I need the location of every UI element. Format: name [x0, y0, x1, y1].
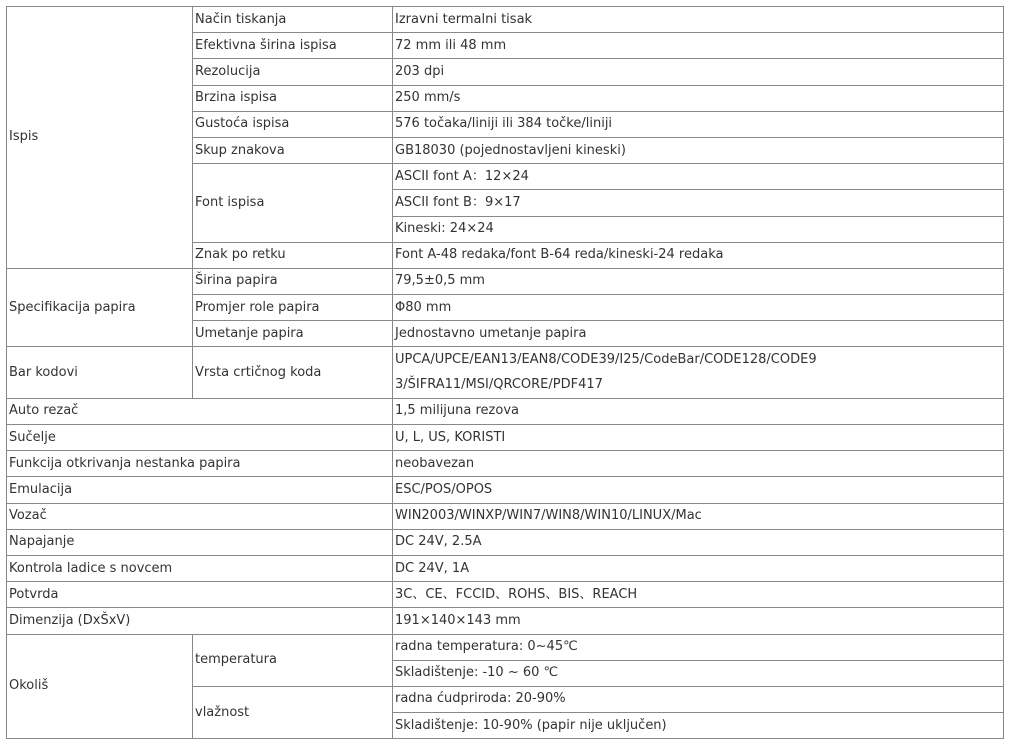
table-row	[7, 608, 1004, 634]
table-row	[7, 451, 1004, 477]
spec-key: Brzina ispisa	[193, 85, 393, 111]
table-row	[7, 398, 1004, 424]
section-label-bar: Bar kodovi	[7, 347, 193, 398]
spec-value: Skladištenje: 10-90% (papir nije uključen)	[393, 713, 1004, 739]
spec-key: Promjer role papira	[193, 295, 393, 321]
spec-key: Skup znakova	[193, 137, 393, 163]
spec-value: radna ćudpriroda: 20-90%	[393, 686, 1004, 712]
spec-key: Sučelje	[7, 425, 393, 451]
table-row	[7, 268, 1004, 294]
spec-value: Skladištenje: -10 ~ 60 ℃	[393, 660, 1004, 686]
spec-value: ESC/POS/OPOS	[393, 477, 1004, 503]
table-row	[7, 634, 1004, 660]
spec-value: 72 mm ili 48 mm	[393, 33, 1004, 59]
spec-key: Gustoća ispisa	[193, 111, 393, 137]
spec-value: WIN2003/WINXP/WIN7/WIN8/WIN10/LINUX/Mac	[393, 503, 1004, 529]
spec-value: U, L, US, KORISTI	[393, 425, 1004, 451]
spec-key: Način tiskanja	[193, 7, 393, 33]
spec-value: 203 dpi	[393, 59, 1004, 85]
table-row	[7, 347, 1004, 373]
spec-value: 576 točaka/liniji ili 384 točke/liniji	[393, 111, 1004, 137]
spec-value: neobavezan	[393, 451, 1004, 477]
spec-value: Jednostavno umetanje papira	[393, 321, 1004, 347]
spec-value: ASCII font A：12×24	[393, 164, 1004, 190]
section-label-papir: Specifikacija papira	[7, 268, 193, 347]
spec-value: 1,5 milijuna rezova	[393, 398, 1004, 424]
spec-key: Umetanje papira	[193, 321, 393, 347]
spec-key: vlažnost	[193, 686, 393, 738]
spec-value: GB18030 (pojednostavljeni kineski)	[393, 137, 1004, 163]
spec-key: Emulacija	[7, 477, 393, 503]
table-row	[7, 477, 1004, 503]
spec-value: DC 24V, 2.5A	[393, 529, 1004, 555]
table-row	[7, 425, 1004, 451]
table-row	[7, 503, 1004, 529]
spec-key: temperatura	[193, 634, 393, 686]
spec-key: Auto rezač	[7, 398, 393, 424]
table-row	[7, 529, 1004, 555]
spec-value: UPCA/UPCE/EAN13/EAN8/CODE39/I25/CodeBar/CODE128/CODE9	[393, 347, 1004, 373]
section-label-ispis: Ispis	[7, 7, 193, 269]
spec-key: Rezolucija	[193, 59, 393, 85]
spec-value: 3/ŠIFRA11/MSI/QRCORE/PDF417	[393, 373, 1004, 399]
spec-value: Kineski: 24×24	[393, 216, 1004, 242]
spec-key: Efektivna širina ispisa	[193, 33, 393, 59]
spec-key: Širina papira	[193, 268, 393, 294]
spec-key: Vozač	[7, 503, 393, 529]
spec-table	[6, 6, 1004, 739]
spec-value: 3C、CE、FCCID、ROHS、BIS、REACH	[393, 582, 1004, 608]
spec-value: 191×140×143 mm	[393, 608, 1004, 634]
spec-value: 79,5±0,5 mm	[393, 268, 1004, 294]
spec-key: Vrsta crtičnog koda	[193, 347, 393, 398]
table-row	[7, 582, 1004, 608]
spec-key: Znak po retku	[193, 242, 393, 268]
spec-value: ASCII font B：9×17	[393, 190, 1004, 216]
section-label-okolis: Okoliš	[7, 634, 193, 739]
spec-value: DC 24V, 1A	[393, 555, 1004, 581]
spec-value: Font A-48 redaka/font B-64 reda/kineski-24 redaka	[393, 242, 1004, 268]
spec-value: Φ80 mm	[393, 295, 1004, 321]
spec-key: Potvrda	[7, 582, 393, 608]
spec-key: Napajanje	[7, 529, 393, 555]
spec-key-font: Font ispisa	[193, 164, 393, 243]
spec-key: Funkcija otkrivanja nestanka papira	[7, 451, 393, 477]
spec-value: Izravni termalni tisak	[393, 7, 1004, 33]
spec-value: 250 mm/s	[393, 85, 1004, 111]
spec-value: radna temperatura: 0~45℃	[393, 634, 1004, 660]
spec-key: Dimenzija (DxŠxV)	[7, 608, 393, 634]
spec-key: Kontrola ladice s novcem	[7, 555, 393, 581]
table-row	[7, 555, 1004, 581]
table-row	[7, 7, 1004, 33]
